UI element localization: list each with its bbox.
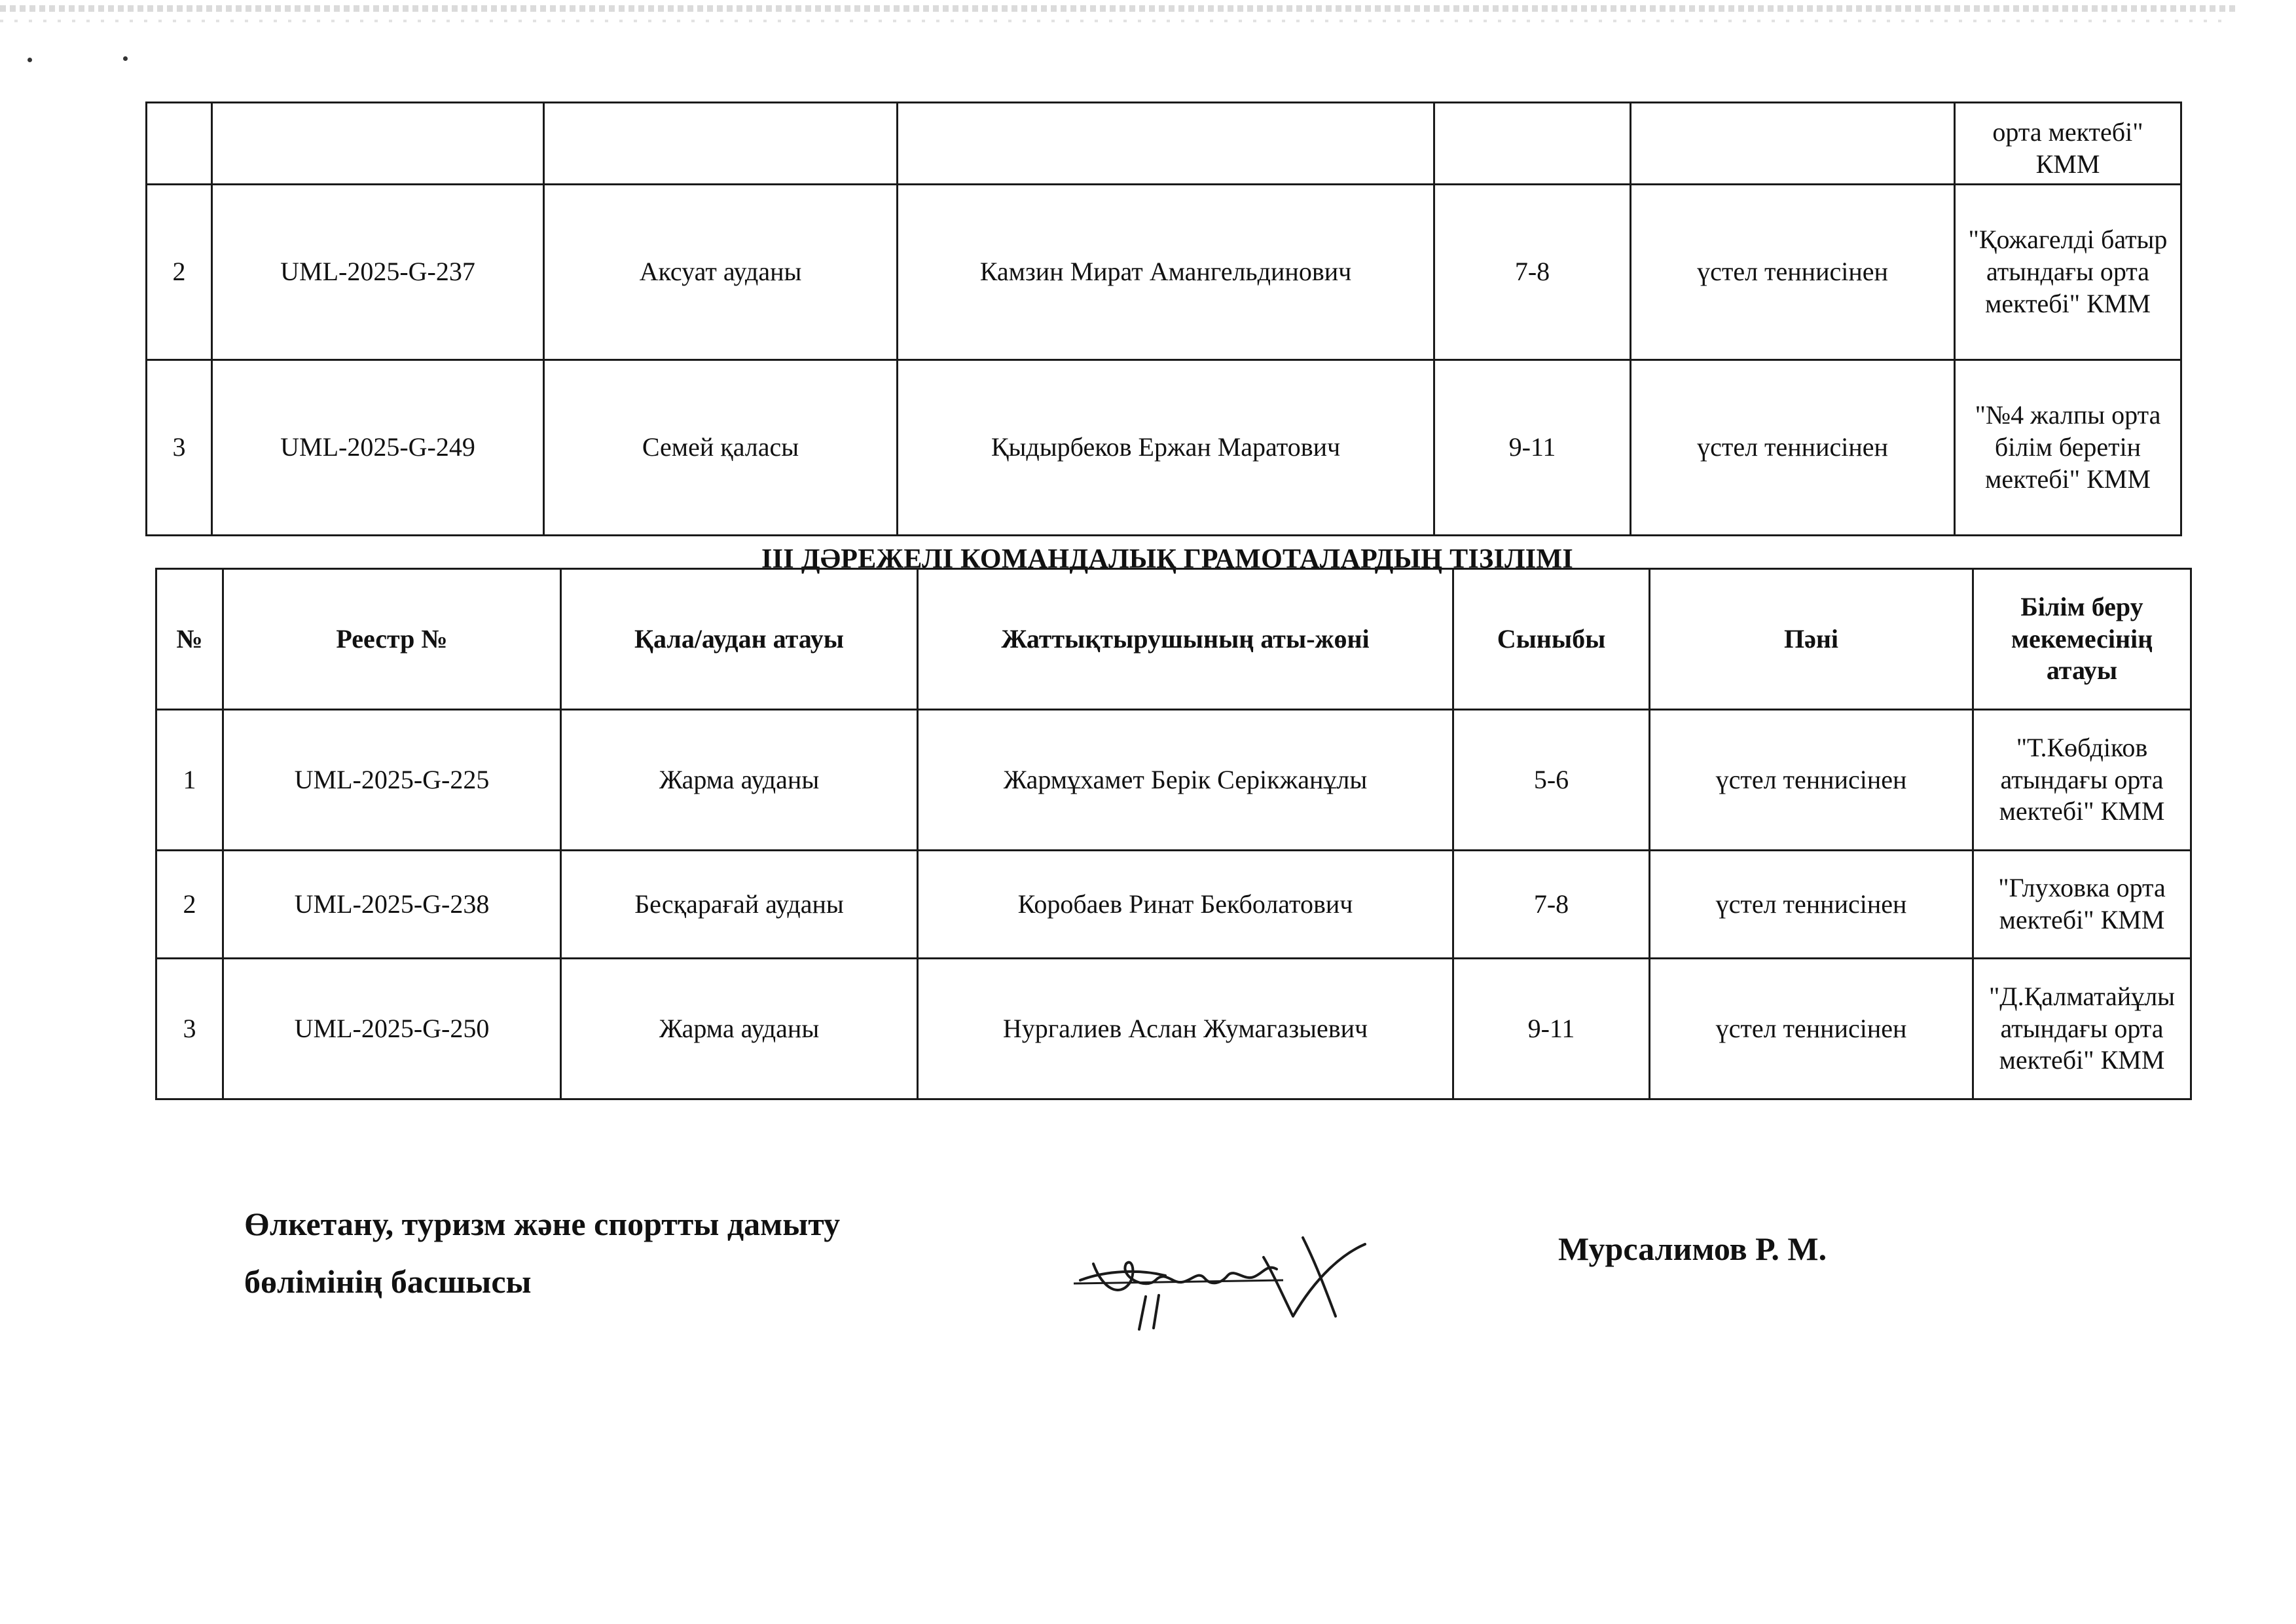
- scan-dot: [123, 56, 128, 61]
- coach-name: Нургалиев Аслан Жумагазыевич: [918, 959, 1453, 1099]
- coach-name: Камзин Мират Амангельдинович: [898, 185, 1434, 360]
- subject: [1631, 103, 1955, 185]
- position-line: бөлімінің басшысы: [244, 1263, 532, 1300]
- subject: үстел теннисінен: [1631, 185, 1955, 360]
- table-row: [147, 185, 2181, 360]
- coach-name: Жармұхамет Берік Серікжанұлы: [918, 710, 1453, 851]
- registry-number: UML-2025-G-249: [212, 360, 544, 536]
- coach-name: [898, 103, 1434, 185]
- registry-number: UML-2025-G-238: [223, 851, 561, 959]
- district-name: Бесқарағай ауданы: [561, 851, 918, 959]
- scan-artifact: [0, 20, 2226, 22]
- grade: [1434, 103, 1631, 185]
- handwritten-signature: [1067, 1218, 1368, 1336]
- registry-table: [155, 568, 2192, 1100]
- header-district: Қала/аудан атауы: [561, 569, 918, 710]
- grade: 7-8: [1434, 185, 1631, 360]
- coach-name: Коробаев Ринат Бекболатович: [918, 851, 1453, 959]
- row-number: 2: [147, 185, 212, 360]
- institution-name: "Қожагелді батыр атындағы орта мектебі" КММ: [1955, 185, 2181, 360]
- scan-dot: [27, 58, 32, 62]
- row-number: 1: [156, 710, 223, 851]
- registry-number: [212, 103, 544, 185]
- row-number: 2: [156, 851, 223, 959]
- section-title: III ДӘРЕЖЕЛІ КОМАНДАЛЫҚ ГРАМОТАЛАРДЫҢ ТІЗІЛІМІ: [761, 544, 1573, 574]
- header-registry: Реестр №: [223, 569, 561, 710]
- row-number: [147, 103, 212, 185]
- registry-number: UML-2025-G-237: [212, 185, 544, 360]
- table-row: [156, 710, 2191, 851]
- institution-name: "Глуховка орта мектебі" КММ: [1973, 851, 2191, 959]
- subject: үстел теннисінен: [1650, 851, 1973, 959]
- grade: 7-8: [1453, 851, 1650, 959]
- grade: 5-6: [1453, 710, 1650, 851]
- district-name: Семей қаласы: [544, 360, 898, 536]
- row-number: 3: [147, 360, 212, 536]
- institution-name: "Д.Қалматайұлы атындағы орта мектебі" КММ: [1973, 959, 2191, 1099]
- registry-number: UML-2025-G-225: [223, 710, 561, 851]
- row-number: 3: [156, 959, 223, 1099]
- table-row: [147, 360, 2181, 536]
- district-name: Аксуат ауданы: [544, 185, 898, 360]
- institution-name: "№4 жалпы орта білім беретін мектебі" КММ: [1955, 360, 2181, 536]
- coach-name: Қыдырбеков Ержан Маратович: [898, 360, 1434, 536]
- subject: үстел теннисінен: [1650, 959, 1973, 1099]
- subject: үстел теннисінен: [1650, 710, 1973, 851]
- registry-table-continued: [145, 101, 2182, 536]
- district-name: [544, 103, 898, 185]
- scan-artifact: [0, 5, 2239, 12]
- district-name: Жарма ауданы: [561, 710, 918, 851]
- grade: 9-11: [1453, 959, 1650, 1099]
- signatory-position: [244, 1195, 840, 1310]
- institution-name: орта мектебі" КММ: [1955, 103, 2181, 185]
- position-line: Өлкетану, туризм және спортты дамыту: [244, 1206, 841, 1242]
- table-row: [147, 103, 2181, 185]
- header-institution: Білім беру мекемесінің атауы: [1973, 569, 2191, 710]
- district-name: Жарма ауданы: [561, 959, 918, 1099]
- header-coach: Жаттықтырушының аты-жөні: [918, 569, 1453, 710]
- subject: үстел теннисінен: [1631, 360, 1955, 536]
- institution-name: "Т.Көбдіков атындағы орта мектебі" КММ: [1973, 710, 2191, 851]
- grade: 9-11: [1434, 360, 1631, 536]
- header-subject: Пәні: [1650, 569, 1973, 710]
- registry-number: UML-2025-G-250: [223, 959, 561, 1099]
- table-row: [156, 959, 2191, 1099]
- table-header-row: [156, 569, 2191, 710]
- header-number: №: [156, 569, 223, 710]
- header-grade: Сыныбы: [1453, 569, 1650, 710]
- table-row: [156, 851, 2191, 959]
- signatory-name: Мурсалимов Р. М.: [1558, 1230, 1827, 1267]
